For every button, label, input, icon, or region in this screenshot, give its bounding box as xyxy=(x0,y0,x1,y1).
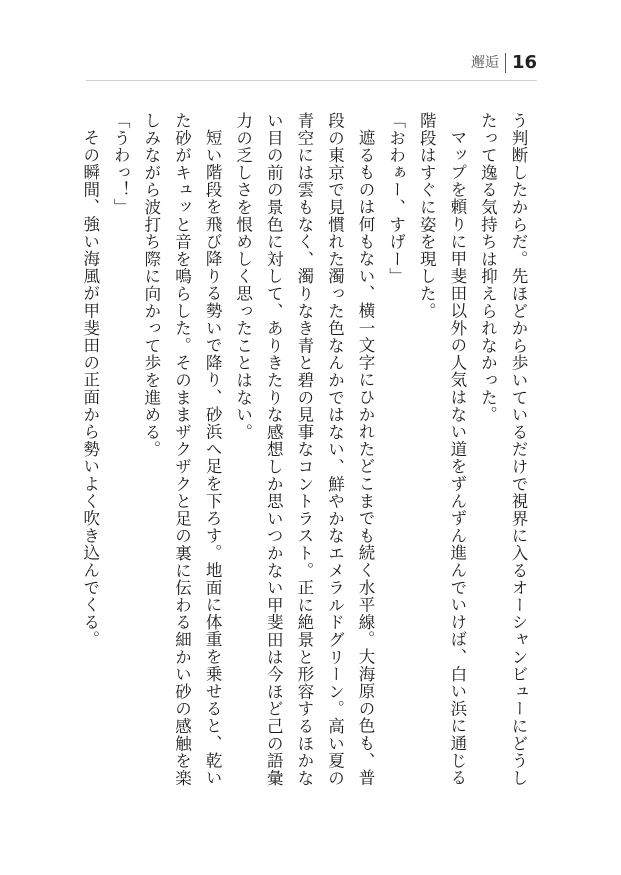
paragraph: その瞬間、強い海風が甲斐田の正面から勢いよく吹き込んでくる。 xyxy=(80,128,100,648)
running-header xyxy=(471,46,537,80)
header-divider xyxy=(86,80,537,81)
paragraph: う判断したからだ。先ほどから歩いているだけで視界に入るオーシャンビューにどうしたって逸る気持ちは抑えられなかった。 xyxy=(478,112,528,787)
paragraph: マップを頼りに甲斐田以外の人気はない道をずんずん進んでいけば、白い浜に通じる階段はすぐに姿を現した。 xyxy=(417,112,467,786)
paragraph: 短い階段を飛び降りる勢いで降り、砂浜へ足を下ろす。地面に体重を乗せると、乾いた砂がキュッと音を鳴らした。そのままザクザクと足の裏に伝わる細かい砂の感触を楽しみながら波打ち際に向かって歩を進める。 xyxy=(141,112,223,787)
page-number: 16 xyxy=(511,52,537,73)
chapter-title: 邂逅 xyxy=(471,53,506,73)
dialogue-line: 「おわぁー、すげー」 xyxy=(386,112,406,285)
paragraph: 遮るものは何もない、横一文字にひかれたどこまでも続く水平線。大海原の色も、普段の東京で見慣れた濁った色なんかではない、鮮やかなエメラルドグリーン。高い夏の青空には雲もなく、濁りなき青と碧の見事なコントラスト。正に絶景と形容するほかない目の前の景色に対して、ありきたりな感想しか思いつかない甲斐田は今ほど己の語彙力の乏しさを恨めしく思ったことはない。 xyxy=(233,112,376,787)
vertical-body-text xyxy=(80,112,533,802)
dialogue-line: 「うわっ！」 xyxy=(111,112,131,216)
